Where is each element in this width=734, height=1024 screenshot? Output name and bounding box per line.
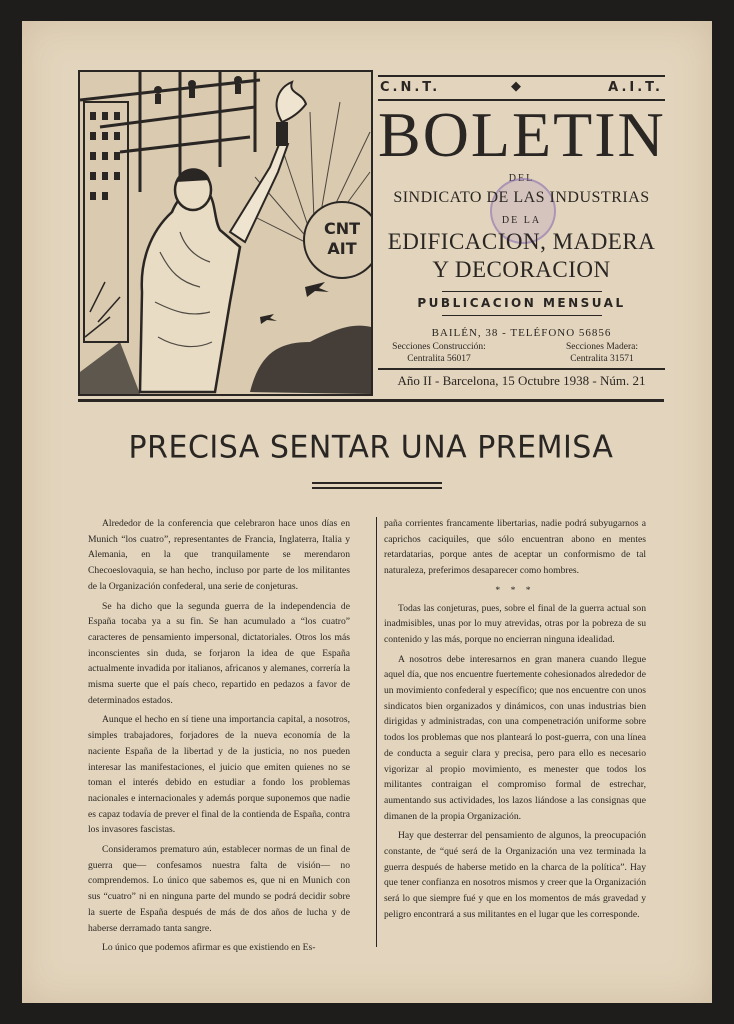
headline-rule <box>312 487 442 489</box>
divider <box>378 368 665 370</box>
de-la-text: DE LA <box>501 215 542 226</box>
issue-dateline: Año II - Barcelona, 15 Octubre 1938 - Núm. 21 <box>397 373 646 388</box>
headline-rule <box>312 482 442 484</box>
sections-construccion-phone: Centralita 56017 <box>407 354 471 364</box>
diamond-icon: ◆ <box>511 79 521 94</box>
sections-madera <box>537 341 667 365</box>
sections-construccion-label: Secciones Construcción: <box>392 342 486 352</box>
sections-construccion <box>374 341 504 365</box>
newspaper-page <box>22 21 712 1003</box>
worker-with-torch-image <box>80 72 371 394</box>
ait-label: A.I.T. <box>608 80 663 95</box>
column-divider <box>376 517 377 947</box>
paragraph: A nosotros debe interesarnos en gran manera cuando llegue aquel día, que nos encuentre fuertemente cohesionados alrededor de un movimiento confederal y específico; que nos encuentre con unos sindicatos bien organizados y dinámicos, con unas industrias bien dirigidas y administradas, con una compenetración uniforme sobre todos los problemas que nos planteará lo post-guerra, con una línea de conducta a seguir clara y precisa, pero para ello es necesario vigorizar al propio movimiento, es menester que todos los militantes contraigan el compromiso formal de estrechar, aumentando sus actividades, los lazos liándose a las consignas que dimanen de la propia Organización. <box>384 653 646 822</box>
cnt-ait-banner <box>378 75 665 101</box>
masthead-bottom-rule <box>78 399 664 402</box>
newspaper-title: BOLETIN <box>378 99 666 170</box>
article-left-column <box>88 516 350 960</box>
sindicato-line: SINDICATO DE LAS INDUSTRIAS <box>393 189 650 206</box>
paragraph: Consideramos prematuro aún, establecer normas de un final de guerra que— confesamos nuestra falta de visión— no comprendemos. Lo único que sabemos es, que ni en Munich con sus “cuatro” ni en ninguna parte del mundo se podrá decidir sobre la suerte de España después de más de dos años de lucha y de haberse derramado tanta sangre. <box>88 844 350 934</box>
paragraph: Lo único que podemos afirmar es que existiendo en Es- <box>102 942 316 954</box>
subtitle-line-2: Y DECORACION <box>432 257 611 282</box>
paragraph: Hay que desterrar del pensamiento de algunos, la preocupación constante, de “qué será de la Organización una vez terminada la guerra después de haberse metido en la charca de la política”. Hay que tener confianza en nosotros mismos y creer que la Organización será lo que siempre fué y que en los momentos de más gravedad y peligro encontrará a sus militantes en el lugar que les corresponde. <box>384 830 646 920</box>
sections-madera-label: Secciones Madera: <box>565 342 638 352</box>
paragraph: paña corrientes francamente libertarias, nadie podrá subyugarnos a caprichos caciquiles, que sólo encuentran abono en mentes retardatarias, porque antes de aceptar un conformismo de tal naturaleza, preferimos desaparecer como hombres. <box>384 518 646 577</box>
divider <box>442 291 602 292</box>
divider <box>442 315 602 316</box>
sections-madera-phone: Centralita 31571 <box>570 354 634 364</box>
del-text: DEL <box>508 173 535 184</box>
section-break-stars: * * * <box>495 584 535 596</box>
publication-frequency: PUBLICACION MENSUAL <box>417 296 626 310</box>
paragraph: Aunque el hecho en sí tiene una importancia capital, a nosotros, simples trabajadores, forjadores de la nueva economía de la naciente España de la libertad y de la justicia, no nos pueden interesar las manifestaciones, el juicio que emiten quienes no se toman el interés debido en estudiar a fondo los problemas nacionales e internacionales y además porque suponemos que nadie es capaz todavía de prever el final de la contienda de España, contra los invasores fascistas. <box>88 714 350 836</box>
paragraph: Todas las conjeturas, pues, sobre el final de la guerra actual son inadmisibles, unas por lo muy atrevidas, otras por la pobreza de su contenido y las más, porque no encierran ninguna idealidad. <box>384 602 646 645</box>
cnt-label: C.N.T. <box>380 80 441 95</box>
woodcut-illustration <box>78 70 373 396</box>
sun-cnt-text: CNT <box>323 219 361 238</box>
address-phone: BAILÉN, 38 - TELÉFONO 56856 <box>431 327 612 339</box>
sun-ait-text: AIT <box>327 239 357 258</box>
subtitle-line-1: EDIFICACION, MADERA <box>387 229 656 254</box>
paragraph: Alrededor de la conferencia que celebraron hace unos días en Munich “los cuatro”, representantes de Francia, Inglaterra, Italia y Alemania, en la que tranquilamente se merendaron Checoeslovaquia, se han hecho, incluso por parte de los militantes de la Organización confederal, una serie de conjeturas. <box>88 518 350 592</box>
article-right-column <box>384 516 646 927</box>
article-headline: PRECISA SENTAR UNA PREMISA <box>128 429 614 466</box>
paragraph: Se ha dicho que la segunda guerra de la independencia de España tocaba ya a su fin. Se han acumulado a “los cuatro” caracteres de pensamiento impersonal, dictatoriales. Otros los más inconscientes sin duda, se forjaron la idea de que España actualmente invadida por italianos, africanos y alemanes, correría la misma suerte que el país checo, repartido en pedazos a favor de determinados estados. <box>88 600 350 706</box>
